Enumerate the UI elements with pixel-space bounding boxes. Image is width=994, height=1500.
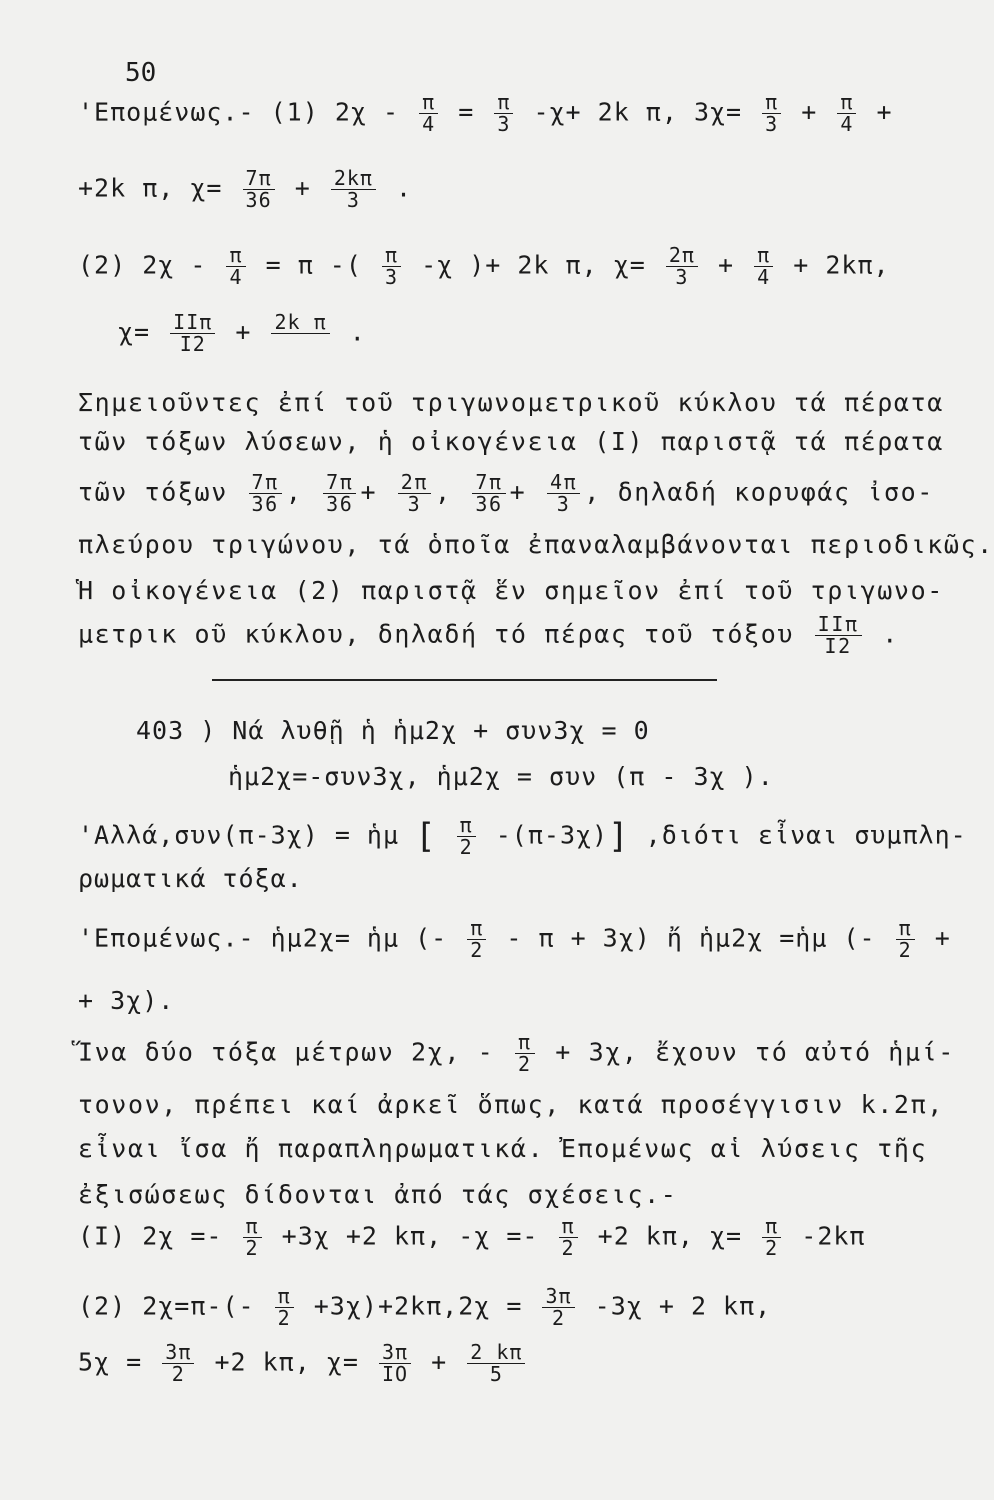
paragraph-line: Ἡ οἰκογένεια (2) παριστᾷ ἕν σημεῖον ἐπί τοῦ τριγωνο- bbox=[78, 576, 944, 605]
paragraph-line bbox=[78, 1032, 955, 1075]
numerator: π bbox=[467, 918, 486, 940]
text: = π -( bbox=[265, 250, 362, 280]
text: 'Επομένως.- ἡμ2χ= ἡμ (- bbox=[78, 923, 448, 953]
numerator: π bbox=[275, 1286, 294, 1308]
denominator: 2 bbox=[552, 1306, 566, 1330]
fraction bbox=[382, 245, 401, 288]
numerator: 2 kπ bbox=[467, 1342, 525, 1364]
text: + bbox=[360, 477, 378, 507]
text: , δηλαδή κορυφάς ἰσο- bbox=[584, 477, 934, 507]
fraction bbox=[170, 312, 215, 355]
numerator: 3π bbox=[542, 1286, 574, 1308]
paragraph-line: τῶν τόξων λύσεων, ἡ οἰκογένεια (I) παριστᾷ τά πέρατα bbox=[78, 427, 944, 456]
numerator: π bbox=[515, 1032, 535, 1054]
text: 5χ = bbox=[78, 1347, 143, 1377]
numerator: 2k π bbox=[271, 312, 329, 334]
text: + bbox=[934, 923, 951, 953]
text: + bbox=[718, 250, 735, 280]
fraction bbox=[754, 245, 773, 288]
fraction bbox=[666, 245, 698, 288]
numerator: π bbox=[243, 1216, 262, 1238]
fraction bbox=[559, 1216, 578, 1259]
section-divider bbox=[212, 679, 717, 681]
fraction bbox=[472, 472, 505, 515]
denominator: 4 bbox=[757, 265, 771, 289]
denominator: 2 bbox=[765, 1236, 779, 1260]
equation-line bbox=[78, 815, 967, 858]
fraction bbox=[243, 1216, 262, 1259]
fraction bbox=[762, 1216, 781, 1259]
solution-line-3 bbox=[78, 1342, 529, 1385]
fraction bbox=[243, 168, 275, 211]
denominator: 2 bbox=[470, 938, 484, 962]
paragraph-line: εἶναι ἴσα ἤ παραπληρωματικά. Ἐπομένως αἱ λύσεις τῆς bbox=[78, 1134, 928, 1163]
text: (2) 2χ - bbox=[78, 250, 207, 280]
text: + 3χ, ἔχουν τό αὐτό ἡμί- bbox=[555, 1037, 955, 1067]
exercise-heading: 403 ) Νά λυθῇ ἡ ἡμ2χ + συν3χ = 0 bbox=[136, 716, 650, 745]
text: (2) 2χ=π-(- bbox=[78, 1291, 255, 1321]
text: -3χ + 2 kπ, bbox=[594, 1291, 772, 1321]
denominator: 4 bbox=[229, 265, 243, 289]
numerator: 7π bbox=[472, 472, 505, 494]
bracket-close: ] bbox=[608, 816, 630, 857]
text: (I) 2χ =- bbox=[78, 1221, 223, 1251]
text: -2kπ bbox=[801, 1221, 866, 1251]
denominator: 2 bbox=[245, 1236, 259, 1260]
denominator: 36 bbox=[251, 492, 279, 516]
paragraph-line bbox=[78, 472, 934, 515]
text: . bbox=[349, 317, 366, 347]
text: +3χ)+2kπ,2χ = bbox=[313, 1291, 523, 1321]
denominator: 5 bbox=[489, 1362, 503, 1386]
numerator: 2π bbox=[666, 245, 698, 267]
denominator: 2 bbox=[898, 938, 912, 962]
paragraph-line: πλεύρου τριγώνου, τά ὁποῖα ἐπαναλαμβάνονται περιοδικῶς. bbox=[78, 530, 994, 559]
fraction bbox=[837, 92, 856, 135]
numerator: π bbox=[382, 245, 401, 267]
text: + bbox=[509, 477, 527, 507]
denominator: 36 bbox=[475, 492, 503, 516]
denominator: 3 bbox=[407, 492, 422, 516]
text: . bbox=[882, 619, 899, 649]
page-number: 50 bbox=[125, 58, 157, 88]
denominator: IO bbox=[381, 1362, 409, 1386]
fraction bbox=[379, 1342, 411, 1385]
text: + bbox=[431, 1347, 448, 1377]
equation-line: ἡμ2χ=-συν3χ, ἡμ2χ = συν (π - 3χ ). bbox=[228, 762, 774, 791]
fraction bbox=[494, 92, 513, 135]
text: +2 kπ, χ= bbox=[214, 1347, 359, 1377]
numerator: 2kπ bbox=[331, 168, 376, 190]
denominator: 3 bbox=[346, 188, 360, 212]
text: μετρικ οῦ κύκλου, δηλαδή τό πέρας τοῦ τόξου bbox=[78, 619, 795, 649]
equation-line-3 bbox=[78, 245, 890, 288]
text: . bbox=[396, 173, 413, 203]
text: - π + 3χ) ἤ ἡμ2χ =ἡμ (- bbox=[506, 923, 876, 953]
fraction bbox=[467, 1342, 525, 1385]
paragraph-line bbox=[78, 614, 899, 657]
numerator: IIπ bbox=[815, 614, 862, 636]
fraction bbox=[249, 472, 282, 515]
numerator: 2π bbox=[398, 472, 431, 494]
fraction bbox=[457, 815, 476, 858]
denominator: 3 bbox=[384, 265, 399, 289]
fraction bbox=[162, 1342, 194, 1385]
text: , bbox=[435, 477, 452, 507]
text: ,διότι εἶναι συμπλη- bbox=[645, 820, 967, 850]
equation-line-4 bbox=[118, 312, 366, 355]
numerator: π bbox=[559, 1216, 578, 1238]
text: τῶν τόξων bbox=[78, 477, 228, 507]
numerator: π bbox=[457, 815, 476, 837]
text: +3χ +2 kπ, -χ =- bbox=[281, 1221, 539, 1251]
denominator: 3 bbox=[675, 265, 689, 289]
denominator: 2 bbox=[459, 835, 473, 859]
numerator: 3π bbox=[379, 1342, 411, 1364]
paragraph-line: τονον, πρέπει καί ἀρκεῖ ὅπως, κατά προσέγγισιν k.2π, bbox=[78, 1090, 944, 1119]
fraction bbox=[762, 92, 781, 135]
fraction bbox=[226, 245, 245, 288]
text: + 2kπ, bbox=[793, 250, 890, 280]
equation-line bbox=[78, 918, 951, 961]
text: + bbox=[235, 317, 252, 347]
text: + bbox=[876, 97, 893, 127]
numerator: π bbox=[896, 918, 915, 940]
text: χ= bbox=[118, 317, 151, 347]
text: +2 kπ, χ= bbox=[597, 1221, 743, 1251]
numerator: 3π bbox=[162, 1342, 194, 1364]
numerator: π bbox=[494, 92, 513, 114]
text: Ἵνα δύο τόξα μέτρων 2χ, - bbox=[78, 1037, 495, 1067]
denominator: 3 bbox=[497, 112, 511, 136]
numerator: 7π bbox=[323, 472, 356, 494]
solution-line-1 bbox=[78, 1216, 866, 1259]
denominator: I2 bbox=[824, 634, 852, 658]
paragraph-line: Σημειοῦντες ἐπί τοῦ τριγωνομετρικοῦ κύκλου τά πέρατα bbox=[78, 388, 944, 417]
solution-line-2 bbox=[78, 1286, 771, 1329]
numerator: π bbox=[226, 245, 245, 267]
fraction bbox=[815, 614, 862, 657]
denominator: 4 bbox=[840, 112, 854, 136]
denominator: 2 bbox=[561, 1236, 575, 1260]
numerator: π bbox=[762, 1216, 781, 1238]
numerator: IIπ bbox=[170, 312, 215, 334]
fraction bbox=[542, 1286, 574, 1329]
denominator: 2 bbox=[517, 1052, 532, 1076]
numerator: 7π bbox=[249, 472, 282, 494]
text: -χ+ 2k π, 3χ= bbox=[533, 97, 743, 127]
fraction bbox=[398, 472, 431, 515]
denominator: 36 bbox=[326, 492, 354, 516]
text: +2k π, χ= bbox=[78, 173, 223, 203]
numerator: 7π bbox=[243, 168, 275, 190]
numerator: π bbox=[762, 92, 781, 114]
text: = bbox=[458, 97, 475, 127]
denominator: I2 bbox=[179, 332, 206, 356]
text: -χ )+ 2k π, χ= bbox=[421, 250, 646, 280]
text: -(π-3χ) bbox=[495, 820, 609, 850]
paragraph-line: ἐξισώσεως δίδονται ἀπό τάς σχέσεις.- bbox=[78, 1180, 678, 1209]
fraction bbox=[896, 918, 915, 961]
denominator: 4 bbox=[422, 112, 436, 136]
text: 'Επομένως.- (1) 2χ - bbox=[78, 97, 400, 127]
numerator: π bbox=[419, 92, 438, 114]
fraction bbox=[323, 472, 356, 515]
text: 'Αλλά,συν(π-3χ) = ἡμ bbox=[78, 820, 400, 850]
denominator: 3 bbox=[556, 492, 571, 516]
paragraph-line: ρωματικά τόξα. bbox=[78, 864, 303, 893]
numerator: 4π bbox=[547, 472, 580, 494]
denominator bbox=[291, 334, 310, 355]
fraction bbox=[271, 312, 329, 355]
text: + bbox=[801, 97, 818, 127]
equation-line: + 3χ). bbox=[78, 986, 175, 1015]
equation-line-2 bbox=[78, 168, 412, 211]
numerator: π bbox=[754, 245, 773, 267]
text: , bbox=[285, 477, 303, 507]
fraction bbox=[419, 92, 438, 135]
equation-line-1 bbox=[78, 92, 893, 135]
fraction bbox=[515, 1032, 535, 1075]
numerator: π bbox=[837, 92, 856, 114]
fraction bbox=[275, 1286, 294, 1329]
bracket-open: [ bbox=[415, 816, 437, 857]
denominator: 2 bbox=[277, 1306, 291, 1330]
denominator: 2 bbox=[171, 1362, 185, 1386]
denominator: 3 bbox=[765, 112, 779, 136]
denominator: 36 bbox=[245, 188, 272, 212]
text: + bbox=[294, 173, 311, 203]
fraction bbox=[331, 168, 376, 211]
fraction bbox=[467, 918, 486, 961]
fraction bbox=[547, 472, 580, 515]
